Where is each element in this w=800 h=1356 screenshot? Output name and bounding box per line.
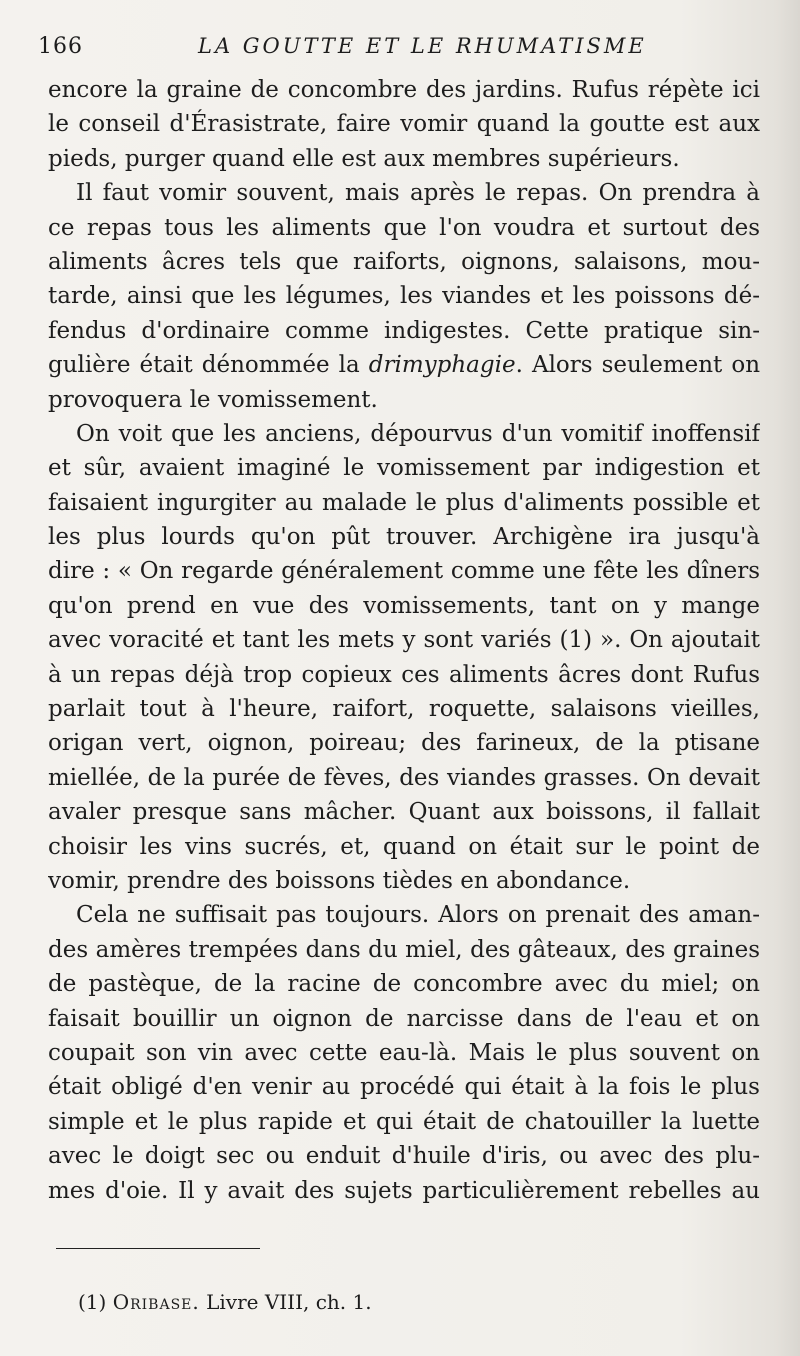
text-line: faisaient ingurgiter au malade le plus d'aliments possible et bbox=[48, 489, 760, 516]
text-line: fendus d'ordinaire comme indigestes. Cette pratique sin- bbox=[48, 317, 760, 344]
text-line: origan vert, oignon, poireau; des farineux, de la ptisane bbox=[48, 730, 760, 757]
text-line: tarde, ainsi que les légumes, les viandes et les poissons dé- bbox=[48, 283, 760, 310]
text-line: de pastèque, de la racine de concombre avec du miel; on bbox=[48, 971, 760, 998]
running-head bbox=[38, 30, 778, 60]
text-line: et sûr, avaient imaginé le vomissement par indigestion et bbox=[48, 455, 760, 482]
footnote-marker: (1) bbox=[78, 1290, 107, 1314]
text-line: vomir, prendre des boissons tièdes en abondance. bbox=[48, 867, 631, 894]
text-line: ce repas tous les aliments que l'on voudra et surtout des bbox=[48, 214, 760, 241]
text-line: qu'on prend en vue des vomissements, tant on y mange bbox=[48, 592, 760, 619]
text-line: Il faut vomir souvent, mais après le repas. On prendra à bbox=[76, 180, 760, 207]
footnote-reference: Livre VIII, ch. 1. bbox=[206, 1290, 372, 1314]
text-line: parlait tout à l'heure, raifort, roquette, salaisons vieilles, bbox=[48, 696, 760, 723]
text-line: miellée, de la purée de fèves, des viandes grasses. On devait bbox=[48, 764, 760, 791]
text-line: avec voracité et tant les mets y sont variés (1) ». On ajoutait bbox=[48, 627, 760, 654]
text-line-with-italic bbox=[48, 348, 760, 382]
text-segment: . Alors seulement on bbox=[515, 352, 760, 379]
text-segment: gulière était dénommée la bbox=[48, 352, 360, 379]
text-line: coupait son vin avec cette eau-là. Mais le plus souvent on bbox=[48, 1039, 760, 1066]
text-line: des amères trempées dans du miel, des gâteaux, des graines bbox=[48, 936, 760, 963]
text-line: aliments âcres tels que raiforts, oignons, salaisons, mou- bbox=[48, 248, 760, 275]
text-line: était obligé d'en venir au procédé qui était à la fois le plus bbox=[48, 1074, 760, 1101]
text-line: mes d'oie. Il y avait des sujets particulièrement rebelles au bbox=[48, 1177, 760, 1204]
text-line: les plus lourds qu'on pût trouver. Archigène ira jusqu'à bbox=[48, 524, 760, 551]
page-number: 166 bbox=[38, 34, 83, 59]
text-line: à un repas déjà trop copieux ces aliments âcres dont Rufus bbox=[48, 661, 760, 688]
italic-term: drimyphagie bbox=[368, 352, 516, 379]
body-text bbox=[48, 73, 760, 1208]
text-line: faisait bouillir un oignon de narcisse dans de l'eau et on bbox=[48, 1005, 760, 1032]
text-line: avec le doigt sec ou enduit d'huile d'iris, ou avec des plu- bbox=[48, 1143, 760, 1170]
text-line: dire : « On regarde généralement comme une fête les dîners bbox=[48, 558, 760, 585]
footnote-author: Oribase. bbox=[112, 1290, 200, 1314]
text-line: encore la graine de concombre des jardins. Rufus répète ici bbox=[48, 77, 760, 103]
footnote-divider bbox=[56, 1248, 260, 1249]
text-line: pieds, purger quand elle est aux membres supérieurs. bbox=[48, 145, 680, 172]
text-line: choisir les vins sucrés, et, quand on était sur le point de bbox=[48, 833, 760, 860]
running-title: LA GOUTTE ET LE RHUMATISME bbox=[198, 34, 647, 58]
text-line: provoquera le vomissement. bbox=[48, 386, 378, 413]
text-line: Cela ne suffisait pas toujours. Alors on prenait des aman- bbox=[76, 902, 760, 929]
text-line: On voit que les anciens, dépourvus d'un vomitif inoffensif bbox=[76, 420, 760, 447]
text-line: avaler presque sans mâcher. Quant aux boissons, il fallait bbox=[48, 799, 760, 826]
footnote bbox=[78, 1290, 372, 1314]
text-line: le conseil d'Érasistrate, faire vomir quand la goutte est aux bbox=[48, 111, 760, 138]
text-line: simple et le plus rapide et qui était de chatouiller la luette bbox=[48, 1108, 760, 1135]
